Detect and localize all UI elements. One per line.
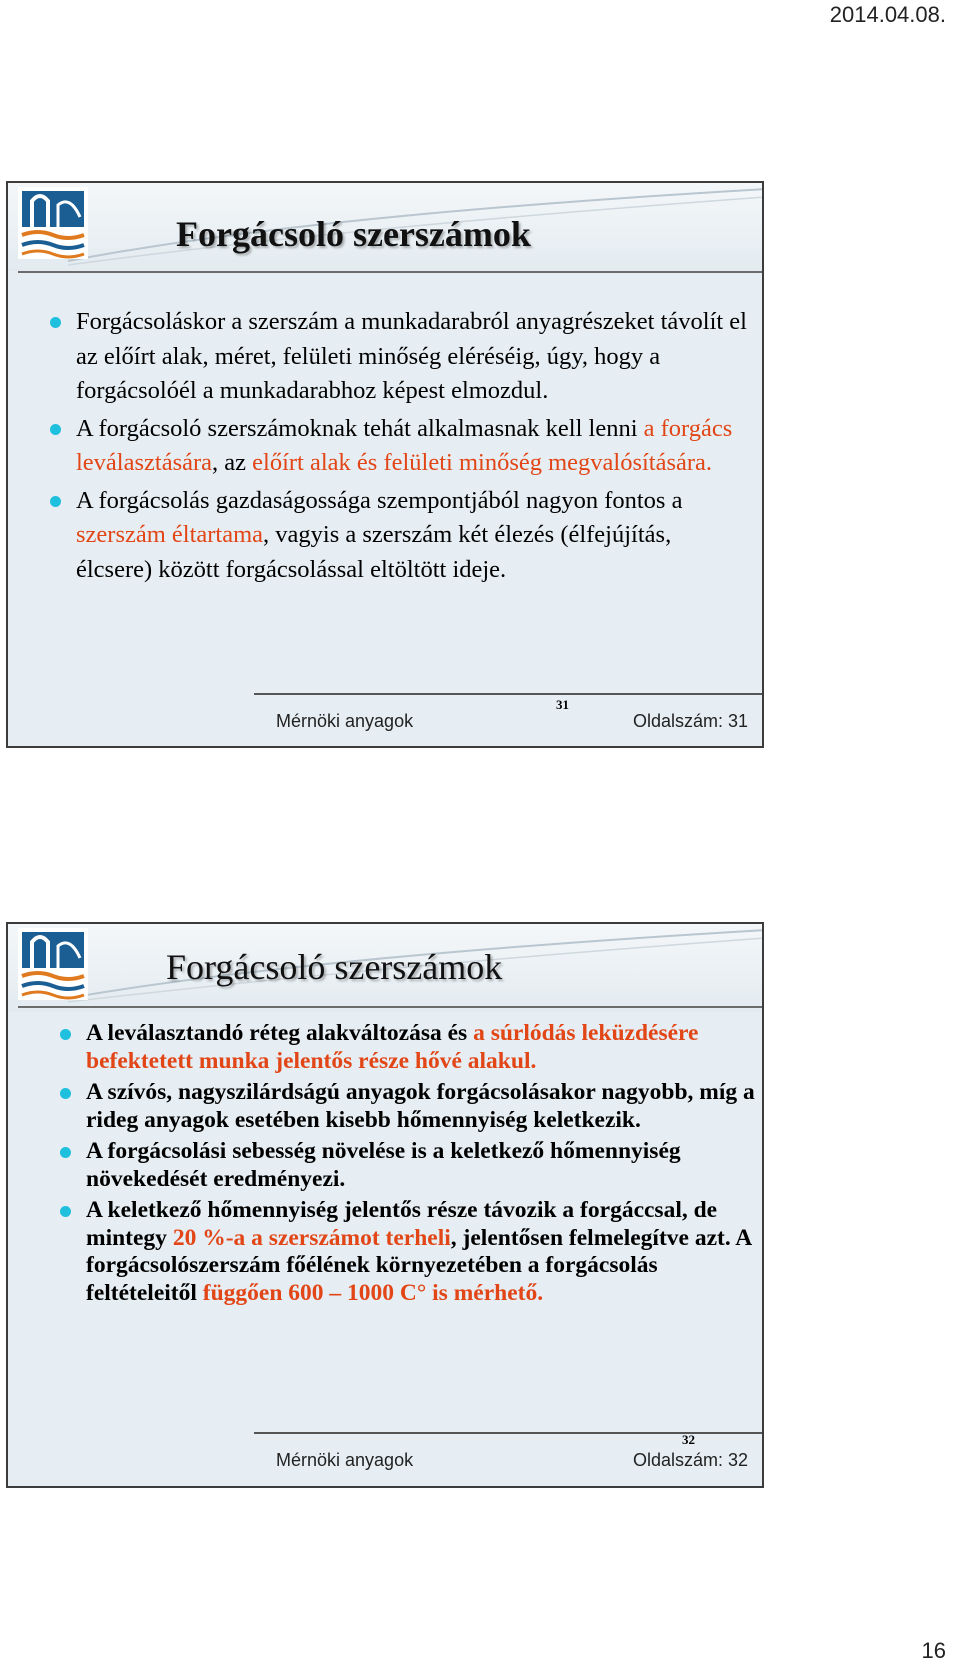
bullet-text: Forgácsoláskor a szerszám a munkadarabról anyagrészeket távolít el az előírt alak, méret, felületi minőség eléréséig, úgy, hogy a forgácsolóél a munkadarabhoz képest elmozdul. bbox=[76, 308, 747, 404]
bullet-item bbox=[50, 412, 750, 481]
bullet-item bbox=[60, 1020, 760, 1075]
institution-logo-icon bbox=[18, 187, 88, 259]
bullet-dot-icon bbox=[50, 496, 61, 507]
highlighted-text: a forgács leválasztására bbox=[76, 414, 733, 476]
bullet-item bbox=[60, 1197, 760, 1307]
highlighted-text: 20 %-a a szerszámot terheli bbox=[172, 1224, 451, 1251]
bullet-text: A forgácsolási sebesség növelése is a keletkező hőmennyiség növekedését eredményezi. bbox=[86, 1138, 681, 1192]
bullet-text: A leválasztandó réteg alakváltozása és bbox=[86, 1020, 474, 1046]
bullet-text: A forgácsolás gazdaságossága szempontjából nagyon fontos a bbox=[76, 486, 683, 514]
bullet-text: A keletkező hőmennyiség jelentős része távozik a forgáccsal, de mintegy bbox=[86, 1197, 718, 1251]
footer-course-name: Mérnöki anyagok bbox=[276, 711, 414, 731]
bullet-text: , az bbox=[212, 449, 253, 476]
footer-page-label: Oldalszám: 32 bbox=[632, 1450, 748, 1470]
bullet-text: , jelentősen felmelegítve azt. A forgácsolószerszám főélének környezetében a forgácsolás feltételeitől bbox=[86, 1224, 751, 1306]
slide-31 bbox=[6, 181, 764, 748]
footer-course-name: Mérnöki anyagok bbox=[276, 1450, 414, 1470]
bullet-text: , vagyis a szerszám két élezés (élfejújítás, élcsere) között forgácsolással eltöltött ideje. bbox=[76, 521, 672, 583]
slide-number: 31 bbox=[556, 697, 569, 712]
bullet-item bbox=[50, 305, 750, 409]
bullet-dot-icon bbox=[50, 317, 61, 328]
bullet-dot-icon bbox=[60, 1088, 71, 1099]
title-divider bbox=[18, 1006, 762, 1008]
bullet-text: A forgácsoló szerszámoknak tehát alkalmasnak kell lenni bbox=[76, 414, 644, 442]
slide-title: Forgácsoló szerszámok bbox=[166, 947, 503, 987]
footer-page-label: Oldalszám: 31 bbox=[632, 711, 748, 731]
bullet-dot-icon bbox=[60, 1147, 71, 1158]
bullet-dot-icon bbox=[50, 424, 61, 435]
highlighted-text: előírt alak és felületi minőség megvalósítására. bbox=[252, 449, 713, 476]
highlighted-text: szerszám éltartama bbox=[76, 521, 264, 548]
bullet-item bbox=[60, 1138, 760, 1193]
footer-divider bbox=[254, 693, 762, 695]
bullet-item bbox=[60, 1079, 760, 1134]
bullet-dot-icon bbox=[60, 1206, 71, 1217]
title-divider bbox=[18, 271, 762, 273]
bullet-list bbox=[60, 1020, 760, 1311]
slide-header bbox=[8, 924, 762, 1012]
highlighted-text: a súrlódás leküzdésére befektetett munka jelentős része hővé alakul. bbox=[86, 1020, 699, 1074]
page-number: 16 bbox=[921, 1638, 946, 1663]
slide-header bbox=[8, 183, 762, 271]
bullet-item bbox=[50, 484, 750, 588]
slide-number: 32 bbox=[682, 1432, 695, 1447]
bullet-text: A szívós, nagyszilárdságú anyagok forgácsolásakor nagyobb, míg a rideg anyagok esetében kisebb hőmennyiség keletkezik. bbox=[86, 1079, 755, 1133]
institution-logo-icon bbox=[18, 928, 88, 1000]
slide-32 bbox=[6, 922, 764, 1488]
bullet-list bbox=[50, 305, 750, 590]
slide-title: Forgácsoló szerszámok bbox=[176, 214, 531, 254]
highlighted-text: függően 600 – 1000 C° is mérhető. bbox=[202, 1279, 544, 1306]
bullet-dot-icon bbox=[60, 1029, 71, 1040]
page-date: 2014.04.08. bbox=[829, 2, 946, 27]
